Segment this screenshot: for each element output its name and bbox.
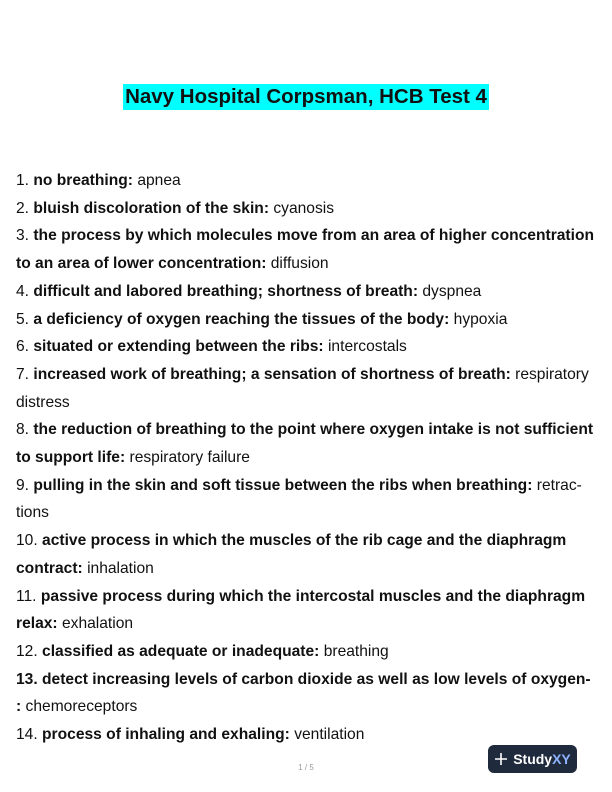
list-item — [16, 333, 600, 361]
list-item — [16, 583, 600, 638]
item-number: 6. — [16, 338, 30, 356]
item-term: no breathing: — [33, 172, 133, 189]
item-number: 3. — [16, 227, 30, 245]
list-item — [16, 222, 600, 277]
item-term: classified as adequate or inadequate: — [42, 642, 320, 660]
item-number: 5. — [16, 310, 30, 328]
item-number: 7. — [16, 365, 30, 383]
item-term: detect increasing levels of carbon dioxide as well as low levels of oxygen- : — [16, 670, 591, 716]
item-term: the process by which molecules move from an area of higher concentration to an area of lower concentration: — [16, 227, 595, 273]
item-term: process of inhaling and exhaling: — [42, 726, 290, 744]
item-definition: inhalation — [87, 559, 154, 577]
item-term: increased work of breathing; a sensation of shortness of breath: — [33, 365, 511, 383]
item-term: difficult and labored breathing; shortness of breath: — [33, 282, 419, 300]
list-item — [16, 666, 600, 721]
plus-icon — [494, 752, 508, 766]
item-definition: exhalation — [61, 615, 134, 633]
item-number: 14. — [16, 726, 38, 744]
item-definition: cyanosis — [273, 199, 335, 217]
flashcard-list — [16, 167, 600, 749]
item-term: bluish discoloration of the skin: — [33, 199, 270, 217]
title-wrap — [0, 84, 612, 110]
item-term: active process in which the muscles of the rib cage and the diaphragm contract: — [16, 532, 567, 577]
list-item — [16, 278, 600, 306]
list-item — [16, 472, 600, 527]
item-definition: breathing — [323, 642, 389, 660]
list-item — [16, 416, 600, 471]
item-number: 1. — [16, 172, 30, 189]
item-definition: diffusion — [270, 255, 329, 273]
list-item — [16, 306, 600, 334]
item-term: pulling in the skin and soft tissue between the ribs when breathing: — [33, 476, 533, 494]
item-definition: retrac- tions — [16, 476, 582, 522]
item-definition: chemoreceptors — [25, 698, 138, 716]
item-number: 12. — [16, 642, 38, 660]
item-number: 11. — [16, 587, 37, 605]
list-item — [16, 195, 600, 223]
studyxy-badge[interactable] — [488, 745, 577, 773]
item-number: 8. — [16, 421, 30, 439]
item-term: the reduction of breathing to the point where oxygen intake is not sufficient to support life: — [16, 421, 594, 467]
list-item — [16, 638, 600, 666]
item-definition: hypoxia — [453, 310, 508, 328]
item-definition: ventilation — [294, 726, 365, 744]
item-definition: respiratory distress — [16, 365, 589, 411]
list-item — [16, 167, 600, 195]
item-number: 13. — [16, 670, 38, 688]
brand-study: Study — [513, 751, 553, 767]
item-definition: apnea — [137, 172, 181, 189]
item-definition: respiratory failure — [129, 449, 250, 467]
item-number: 2. — [16, 199, 30, 217]
item-number: 9. — [16, 476, 30, 494]
item-term: passive process during which the intercostal muscles and the diaphragm relax: — [16, 587, 586, 633]
item-term: a deficiency of oxygen reaching the tissues of the body: — [33, 310, 450, 328]
page-title: Navy Hospital Corpsman, HCB Test 4 — [125, 85, 487, 108]
item-number: 10. — [16, 532, 38, 550]
item-number: 4. — [16, 282, 30, 300]
brand-xy: XY — [552, 751, 571, 767]
item-definition: intercostals — [327, 338, 407, 356]
item-definition: dyspnea — [422, 282, 482, 300]
list-item — [16, 361, 600, 416]
item-term: situated or extending between the ribs: — [33, 338, 324, 356]
page-indicator: 1 / 5 — [298, 763, 314, 772]
list-item — [16, 527, 600, 582]
